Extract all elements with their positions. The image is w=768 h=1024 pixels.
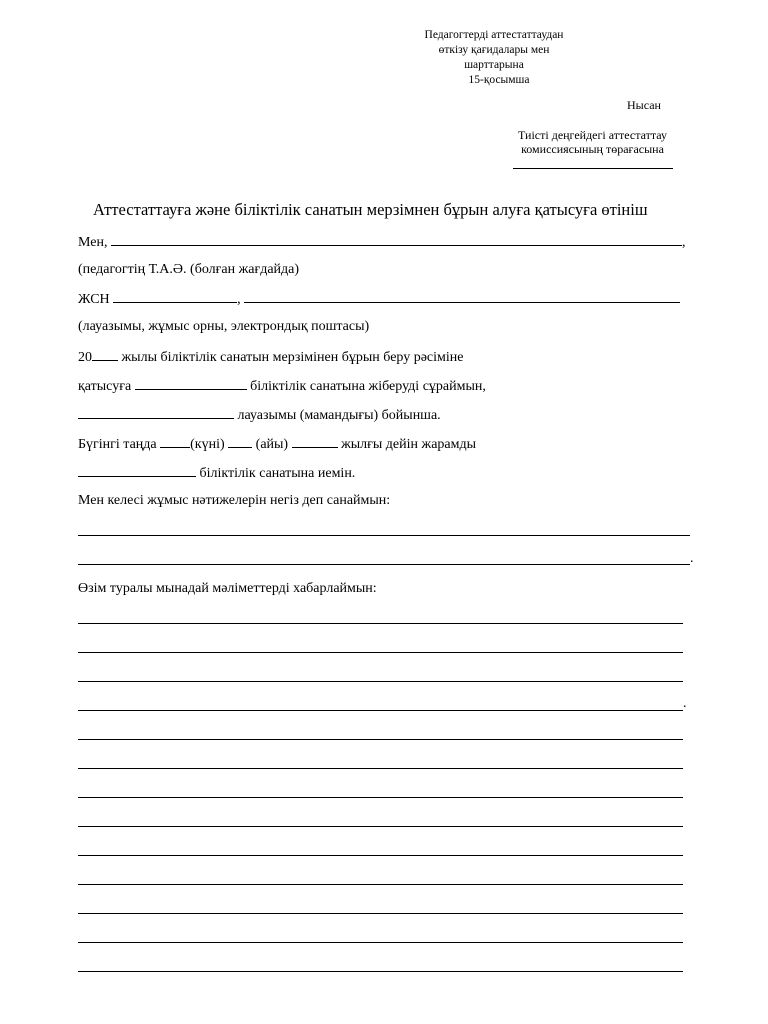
men-label: Мен,: [78, 235, 108, 250]
about-line[interactable]: [78, 797, 683, 798]
about-line[interactable]: [78, 768, 683, 769]
appendix-header-line: шарттарына: [464, 59, 524, 71]
about-line[interactable]: [78, 623, 683, 624]
year-text: жылы біліктілік санатын мерзімінен бұрын беру рәсіміне: [121, 350, 464, 365]
have-category-text: біліктілік санатына иемін.: [199, 466, 356, 481]
about-line[interactable]: [78, 971, 683, 972]
appendix-number: 15-қосымша: [468, 74, 530, 86]
document-title: Аттестаттауға және біліктілік санатын мерзімнен бұрын алуға қатысуға өтініш: [93, 200, 648, 219]
about-line[interactable]: [78, 884, 683, 885]
category-row: [78, 376, 486, 396]
about-line[interactable]: [78, 942, 683, 943]
specialty-blank[interactable]: [78, 405, 234, 419]
about-line[interactable]: [78, 855, 683, 856]
valid-until-text: жылғы дейін жарамды: [341, 437, 477, 452]
year-row: [78, 347, 464, 367]
iin-label: ЖСН: [78, 292, 110, 307]
category-blank[interactable]: [135, 376, 247, 390]
position-blank[interactable]: [244, 289, 680, 303]
addressee-line: Тиісті деңгейдегі аттестаттау: [518, 128, 667, 142]
about-line[interactable]: [78, 739, 683, 740]
position-hint: (лауазымы, жұмыс орны, электрондық поштасы): [78, 319, 370, 334]
full-name-blank[interactable]: [111, 232, 682, 246]
about-line[interactable]: [78, 681, 683, 682]
form-label: Нысан: [627, 98, 661, 112]
addressee-line: комиссиясының төрағасына: [521, 142, 664, 156]
day-blank[interactable]: [160, 434, 190, 448]
iin-blank[interactable]: [113, 289, 237, 303]
day-label: (күні): [190, 437, 225, 452]
current-category-row: [78, 463, 355, 483]
results-line[interactable]: [78, 535, 690, 536]
about-line[interactable]: [78, 652, 683, 653]
appendix-header-line: өткізу қағидалары мен: [438, 44, 550, 56]
appendix-header: [405, 28, 583, 88]
about-line[interactable]: [78, 913, 683, 914]
month-blank[interactable]: [228, 434, 252, 448]
results-line[interactable]: [78, 564, 690, 565]
period: .: [690, 551, 694, 566]
about-line[interactable]: [78, 826, 683, 827]
about-intro: Өзім туралы мынадай мәліметтерді хабарлаймын:: [78, 581, 377, 596]
addressee-block: [505, 128, 680, 169]
appendix-header-line: Педагогтерді аттестаттаудан: [424, 29, 564, 41]
year-valid-blank[interactable]: [292, 434, 338, 448]
about-line[interactable]: [78, 710, 683, 711]
validity-row: [78, 434, 476, 454]
results-intro: Мен келесі жұмыс нәтижелерін негіз деп санаймын:: [78, 493, 391, 508]
month-label: (айы): [255, 437, 289, 452]
comma: ,: [237, 292, 241, 307]
specialty-row: [78, 405, 441, 425]
addressee-name-blank[interactable]: [513, 158, 673, 169]
by-position-text: лауазымы (мамандығы) бойынша.: [237, 408, 441, 423]
comma: ,: [681, 235, 686, 250]
participate-label: қатысуға: [78, 379, 132, 394]
iin-row: [78, 289, 680, 309]
name-row: [78, 232, 685, 252]
period: .: [683, 696, 687, 711]
year-blank[interactable]: [92, 347, 118, 361]
fio-hint: (педагогтің Т.А.Ә. (болған жағдайда): [78, 262, 300, 277]
current-category-blank[interactable]: [78, 463, 196, 477]
category-request-text: біліктілік санатына жіберуді сұраймын,: [250, 379, 486, 394]
today-label: Бүгінгі таңда: [78, 437, 157, 452]
year-prefix: 20: [78, 350, 92, 365]
